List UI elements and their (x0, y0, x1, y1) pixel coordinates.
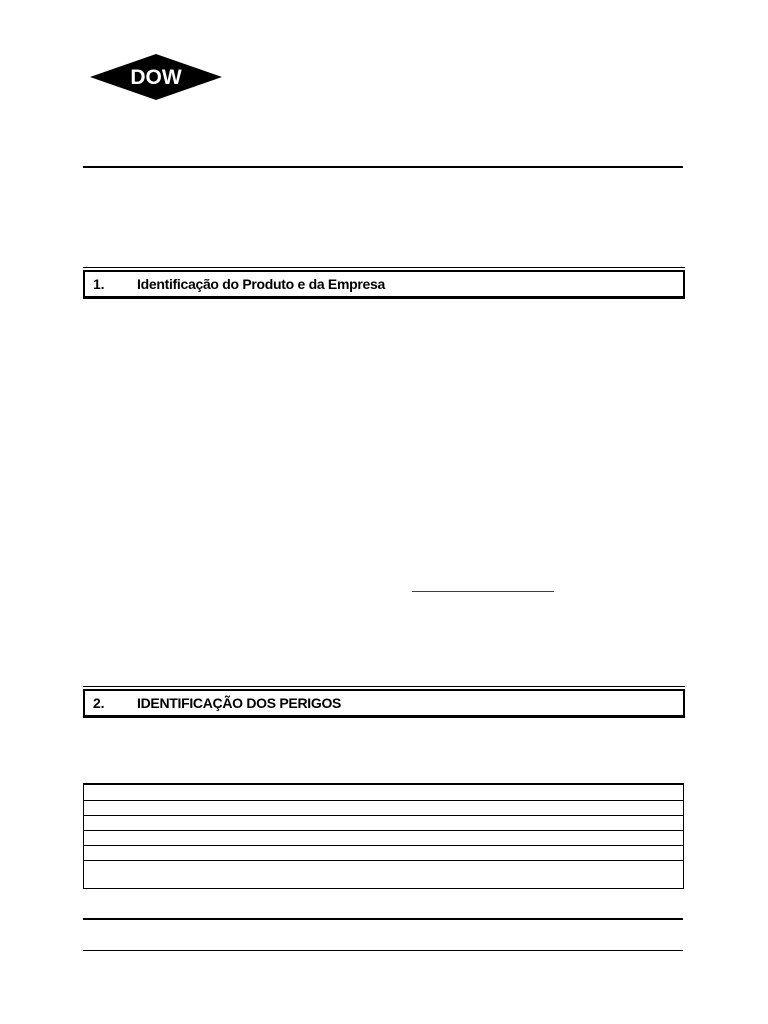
section-2-number: 2. (93, 695, 105, 711)
section-1-number: 1. (93, 276, 105, 292)
section-1-box (83, 270, 685, 298)
table-cell (84, 861, 684, 889)
table-row (84, 831, 684, 846)
section-1-rule-top (83, 267, 685, 268)
table-cell (84, 846, 684, 861)
section-2-box (83, 689, 685, 717)
section-1-title: Identificação do Produto e da Empresa (137, 276, 385, 292)
table-cell (84, 784, 684, 801)
dow-diamond-icon (88, 52, 224, 102)
dow-logo (88, 52, 224, 102)
hazard-table (83, 783, 684, 889)
header-divider (83, 166, 683, 168)
table-cell (84, 801, 684, 816)
footer-divider-thin (83, 950, 683, 951)
table-row (84, 784, 684, 801)
registered-mark: ® (189, 90, 195, 97)
table-row (84, 801, 684, 816)
section-2-rule-bottom (83, 717, 685, 718)
hyperlink[interactable] (412, 591, 554, 592)
section-2-rule-top (83, 686, 685, 687)
table-cell (84, 831, 684, 846)
table-cell (84, 816, 684, 831)
section-2-header (83, 686, 685, 720)
table-row (84, 861, 684, 889)
table-row (84, 816, 684, 831)
logo-wordmark: DOW (130, 66, 182, 89)
section-1-rule-bottom (83, 298, 685, 299)
footer-divider-thick (83, 918, 683, 920)
section-1-header (83, 267, 685, 301)
section-2-title: IDENTIFICAÇÃO DOS PERIGOS (137, 695, 342, 711)
table-row (84, 846, 684, 861)
